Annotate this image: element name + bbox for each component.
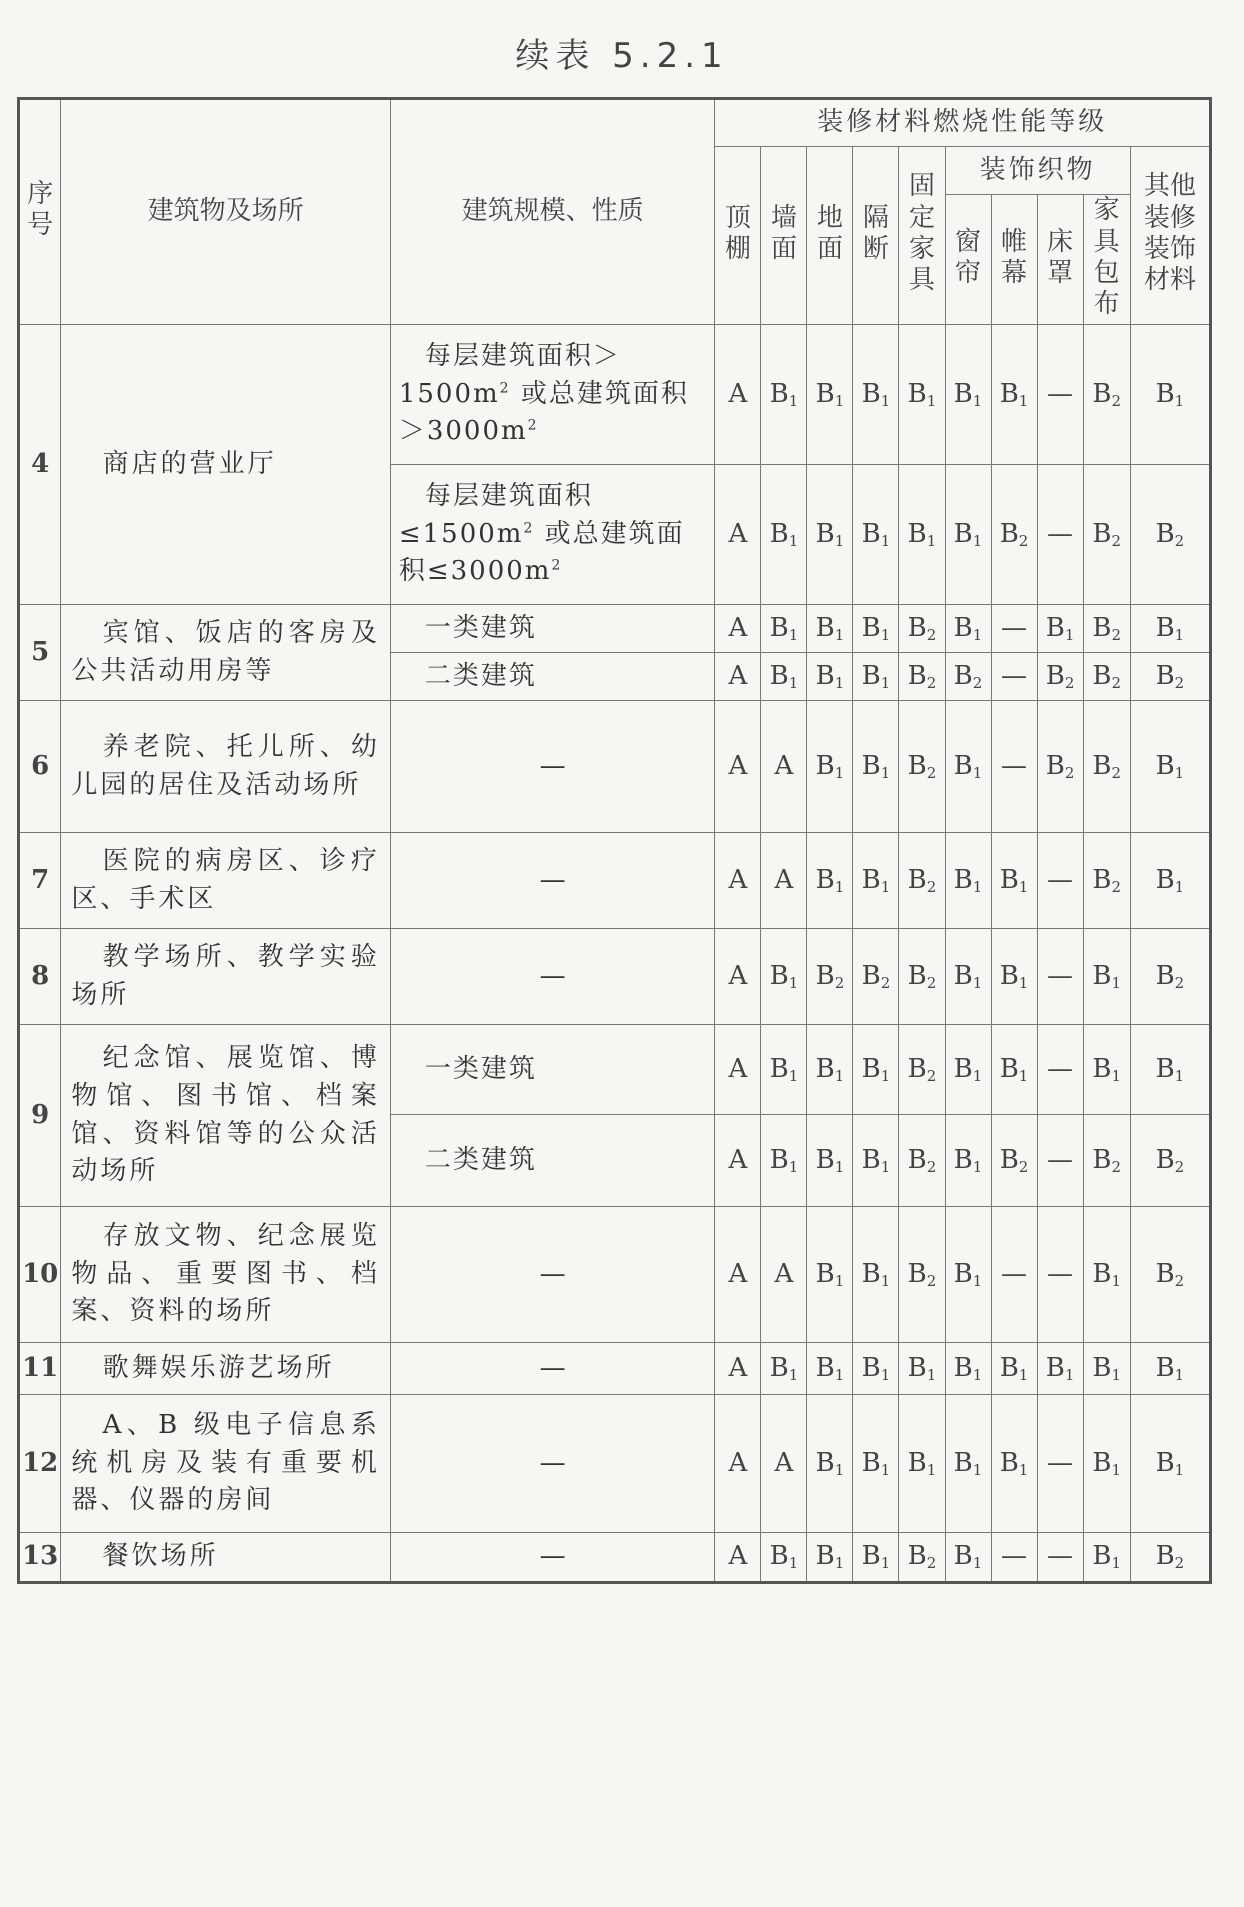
grade-cell: $B_1$ xyxy=(991,1343,1037,1395)
grade-cell: $B_1$ xyxy=(853,833,899,929)
grade-cell: $B_1$ xyxy=(1130,1395,1210,1533)
grade-cell: $B_1$ xyxy=(945,1395,991,1533)
header-scale: 建筑规模、性质 xyxy=(390,99,715,325)
grade-cell: — xyxy=(1037,325,1083,465)
grade-cell: — xyxy=(1037,929,1083,1025)
row-seq: 7 xyxy=(19,833,61,929)
grade-cell: — xyxy=(1037,833,1083,929)
grade-cell: $B_1$ xyxy=(853,1115,899,1207)
grade-cell: A xyxy=(761,1395,807,1533)
grade-cell: $B_2$ xyxy=(899,1025,945,1115)
grade-cell: $B_2$ xyxy=(1037,701,1083,833)
grade-cell: $B_1$ xyxy=(807,605,853,653)
row-scale: 一类建筑 xyxy=(390,605,715,653)
grade-cell: $B_1$ xyxy=(807,465,853,605)
grade-cell: $B_2$ xyxy=(1130,653,1210,701)
grade-cell: A xyxy=(761,833,807,929)
grade-cell: $B_1$ xyxy=(853,1025,899,1115)
grade-cell: $B_1$ xyxy=(761,1115,807,1207)
grade-cell: $B_1$ xyxy=(761,1025,807,1115)
grade-cell: — xyxy=(1037,1115,1083,1207)
grade-cell: $B_1$ xyxy=(853,653,899,701)
grade-cell: $B_2$ xyxy=(991,1115,1037,1207)
grade-cell: $B_1$ xyxy=(807,1025,853,1115)
grade-cell: $B_1$ xyxy=(807,1207,853,1343)
grade-cell: $B_1$ xyxy=(991,833,1037,929)
grade-cell: $B_1$ xyxy=(853,465,899,605)
grade-cell: A xyxy=(761,1207,807,1343)
table-row xyxy=(19,1343,1211,1395)
row-place: 存放文物、纪念展览物品、重要图书、档案、资料的场所 xyxy=(61,1207,390,1343)
header-partition: 隔断 xyxy=(853,147,899,325)
grade-cell: $B_1$ xyxy=(945,1207,991,1343)
grade-cell: $B_1$ xyxy=(807,1395,853,1533)
table-row xyxy=(19,1025,1211,1115)
table-row xyxy=(19,325,1211,465)
grade-cell: $B_1$ xyxy=(1083,929,1130,1025)
grade-cell: $B_2$ xyxy=(899,1115,945,1207)
grade-cell: $B_1$ xyxy=(807,325,853,465)
grade-cell: $B_1$ xyxy=(1130,833,1210,929)
row-place: 餐饮场所 xyxy=(61,1533,390,1583)
grade-cell: $B_2$ xyxy=(807,929,853,1025)
grade-cell: $B_1$ xyxy=(945,1343,991,1395)
grade-cell: $B_1$ xyxy=(1130,325,1210,465)
grade-cell: $B_2$ xyxy=(899,701,945,833)
grade-cell: A xyxy=(715,833,761,929)
grade-cell: $B_1$ xyxy=(1037,605,1083,653)
row-scale: — xyxy=(390,929,715,1025)
header-upholstery: 家具包布 xyxy=(1083,195,1130,325)
row-scale: 二类建筑 xyxy=(390,653,715,701)
grade-cell: — xyxy=(991,701,1037,833)
grade-cell: — xyxy=(1037,1395,1083,1533)
grade-cell: $B_2$ xyxy=(1130,1115,1210,1207)
table-row xyxy=(19,929,1211,1025)
grade-cell: $B_2$ xyxy=(1083,1115,1130,1207)
grade-cell: $B_1$ xyxy=(761,653,807,701)
grade-cell: $B_1$ xyxy=(899,325,945,465)
table-row xyxy=(19,833,1211,929)
grade-cell: $B_2$ xyxy=(1083,701,1130,833)
grade-cell: $B_1$ xyxy=(945,833,991,929)
grade-cell: $B_1$ xyxy=(1037,1343,1083,1395)
grade-cell: — xyxy=(1037,1533,1083,1583)
header-curtain: 窗帘 xyxy=(945,195,991,325)
grade-cell: $B_1$ xyxy=(807,1115,853,1207)
row-place: 歌舞娱乐游艺场所 xyxy=(61,1343,390,1395)
grade-cell: $B_1$ xyxy=(761,1533,807,1583)
grade-cell: $B_1$ xyxy=(945,1025,991,1115)
grade-cell: — xyxy=(1037,1207,1083,1343)
row-place: 养老院、托儿所、幼儿园的居住及活动场所 xyxy=(61,701,390,833)
grade-cell: $B_1$ xyxy=(945,1533,991,1583)
header-floor: 地面 xyxy=(807,147,853,325)
grade-cell: A xyxy=(715,1533,761,1583)
grade-cell: $B_1$ xyxy=(1130,605,1210,653)
table-row xyxy=(19,1207,1211,1343)
row-seq: 10 xyxy=(19,1207,61,1343)
header-place: 建筑物及场所 xyxy=(61,99,390,325)
grade-cell: $B_1$ xyxy=(853,605,899,653)
grade-cell: $B_1$ xyxy=(807,653,853,701)
grade-cell: $B_2$ xyxy=(1083,605,1130,653)
grade-cell: $B_1$ xyxy=(761,325,807,465)
row-scale: — xyxy=(390,701,715,833)
row-scale: — xyxy=(390,1533,715,1583)
grade-cell: $B_2$ xyxy=(899,929,945,1025)
row-scale: 每层建筑面积$>1500m^2$ 或总建筑面积$>3000m^2$ xyxy=(390,325,715,465)
table-row xyxy=(19,605,1211,653)
grade-cell: A xyxy=(715,465,761,605)
header-wall: 墙面 xyxy=(761,147,807,325)
grade-cell: $B_2$ xyxy=(1083,325,1130,465)
header-drapery: 帷幕 xyxy=(991,195,1037,325)
row-seq: 5 xyxy=(19,605,61,701)
grade-cell: $B_1$ xyxy=(991,1395,1037,1533)
row-scale: — xyxy=(390,833,715,929)
grade-cell: $B_2$ xyxy=(1037,653,1083,701)
header-grade-group: 装修材料燃烧性能等级 xyxy=(715,99,1211,147)
header-other: 其他装修装饰材料 xyxy=(1130,147,1210,325)
grade-cell: $B_1$ xyxy=(853,1395,899,1533)
row-seq: 6 xyxy=(19,701,61,833)
fire-rating-table xyxy=(17,97,1212,1584)
grade-cell: $B_2$ xyxy=(899,1533,945,1583)
grade-cell: $B_1$ xyxy=(1130,1025,1210,1115)
row-place: 教学场所、教学实验场所 xyxy=(61,929,390,1025)
row-scale: — xyxy=(390,1207,715,1343)
grade-cell: $B_1$ xyxy=(899,465,945,605)
grade-cell: $B_2$ xyxy=(1083,465,1130,605)
grade-cell: $B_2$ xyxy=(991,465,1037,605)
grade-cell: $B_1$ xyxy=(761,605,807,653)
grade-cell: A xyxy=(715,1395,761,1533)
row-seq: 12 xyxy=(19,1395,61,1533)
grade-cell: $B_1$ xyxy=(807,1343,853,1395)
grade-cell: — xyxy=(1037,1025,1083,1115)
table-row xyxy=(19,701,1211,833)
grade-cell: $B_1$ xyxy=(945,929,991,1025)
grade-cell: $B_2$ xyxy=(899,833,945,929)
row-place: 宾馆、饭店的客房及公共活动用房等 xyxy=(61,605,390,701)
row-scale: — xyxy=(390,1343,715,1395)
grade-cell: $B_1$ xyxy=(991,325,1037,465)
grade-cell: $B_2$ xyxy=(1130,1533,1210,1583)
grade-cell: A xyxy=(715,929,761,1025)
row-scale: — xyxy=(390,1395,715,1533)
table-row xyxy=(19,1533,1211,1583)
row-seq: 8 xyxy=(19,929,61,1025)
row-seq: 11 xyxy=(19,1343,61,1395)
grade-cell: $B_1$ xyxy=(1083,1343,1130,1395)
row-place: 医院的病房区、诊疗区、手术区 xyxy=(61,833,390,929)
grade-cell: $B_1$ xyxy=(853,1533,899,1583)
grade-cell: $B_1$ xyxy=(1083,1025,1130,1115)
grade-cell: — xyxy=(1037,465,1083,605)
table-title: 续表 5.2.1 xyxy=(515,36,729,76)
grade-cell: $B_1$ xyxy=(899,1343,945,1395)
grade-cell: A xyxy=(715,325,761,465)
grade-cell: $B_2$ xyxy=(1083,653,1130,701)
grade-cell: A xyxy=(715,653,761,701)
table-row xyxy=(19,1395,1211,1533)
header-fixed-furniture: 固定家具 xyxy=(899,147,945,325)
grade-cell: $B_1$ xyxy=(1083,1207,1130,1343)
grade-cell: $B_1$ xyxy=(761,465,807,605)
grade-cell: — xyxy=(991,1207,1037,1343)
grade-cell: $B_1$ xyxy=(945,325,991,465)
row-place: 纪念馆、展览馆、博物馆、图书馆、档案馆、资料馆等的公众活动场所 xyxy=(61,1025,390,1207)
row-scale: 一类建筑 xyxy=(390,1025,715,1115)
header-bedspread: 床罩 xyxy=(1037,195,1083,325)
row-seq: 9 xyxy=(19,1025,61,1207)
row-place: A、B 级电子信息系统机房及装有重要机器、仪器的房间 xyxy=(61,1395,390,1533)
grade-cell: $B_1$ xyxy=(853,701,899,833)
row-seq: 13 xyxy=(19,1533,61,1583)
grade-cell: $B_1$ xyxy=(945,605,991,653)
grade-cell: $B_2$ xyxy=(899,605,945,653)
grade-cell: $B_2$ xyxy=(945,653,991,701)
grade-cell: A xyxy=(715,1207,761,1343)
grade-cell: $B_1$ xyxy=(991,1025,1037,1115)
grade-cell: $B_2$ xyxy=(1083,833,1130,929)
grade-cell: $B_1$ xyxy=(853,325,899,465)
grade-cell: $B_1$ xyxy=(761,929,807,1025)
grade-cell: $B_1$ xyxy=(807,833,853,929)
header-ceiling: 顶棚 xyxy=(715,147,761,325)
row-place: 商店的营业厅 xyxy=(61,325,390,605)
row-scale: 每层建筑面积$\le 1500m^2$ 或总建筑面积$\le 3000m^2$ xyxy=(390,465,715,605)
grade-cell: — xyxy=(991,605,1037,653)
grade-cell: $B_1$ xyxy=(1083,1533,1130,1583)
grade-cell: $B_1$ xyxy=(1130,1343,1210,1395)
grade-cell: $B_2$ xyxy=(1130,929,1210,1025)
grade-cell: $B_1$ xyxy=(1083,1395,1130,1533)
row-seq: 4 xyxy=(19,325,61,605)
header-seq: 序号 xyxy=(19,99,61,325)
grade-cell: A xyxy=(761,701,807,833)
grade-cell: $B_1$ xyxy=(899,1395,945,1533)
grade-cell: $B_1$ xyxy=(807,701,853,833)
grade-cell: A xyxy=(715,1115,761,1207)
grade-cell: A xyxy=(715,605,761,653)
grade-cell: $B_2$ xyxy=(853,929,899,1025)
grade-cell: $B_1$ xyxy=(991,929,1037,1025)
grade-cell: — xyxy=(991,1533,1037,1583)
grade-cell: $B_1$ xyxy=(853,1343,899,1395)
row-scale: 二类建筑 xyxy=(390,1115,715,1207)
grade-cell: A xyxy=(715,701,761,833)
grade-cell: $B_1$ xyxy=(1130,701,1210,833)
grade-cell: $B_1$ xyxy=(945,1115,991,1207)
grade-cell: $B_2$ xyxy=(1130,465,1210,605)
grade-cell: $B_2$ xyxy=(899,653,945,701)
grade-cell: $B_1$ xyxy=(761,1343,807,1395)
grade-cell: $B_1$ xyxy=(853,1207,899,1343)
grade-cell: $B_2$ xyxy=(1130,1207,1210,1343)
grade-cell: $B_1$ xyxy=(945,701,991,833)
grade-cell: A xyxy=(715,1343,761,1395)
grade-cell: $B_2$ xyxy=(899,1207,945,1343)
grade-cell: — xyxy=(991,653,1037,701)
grade-cell: $B_1$ xyxy=(807,1533,853,1583)
grade-cell: $B_1$ xyxy=(945,465,991,605)
header-textiles: 装饰织物 xyxy=(945,147,1130,195)
grade-cell: A xyxy=(715,1025,761,1115)
